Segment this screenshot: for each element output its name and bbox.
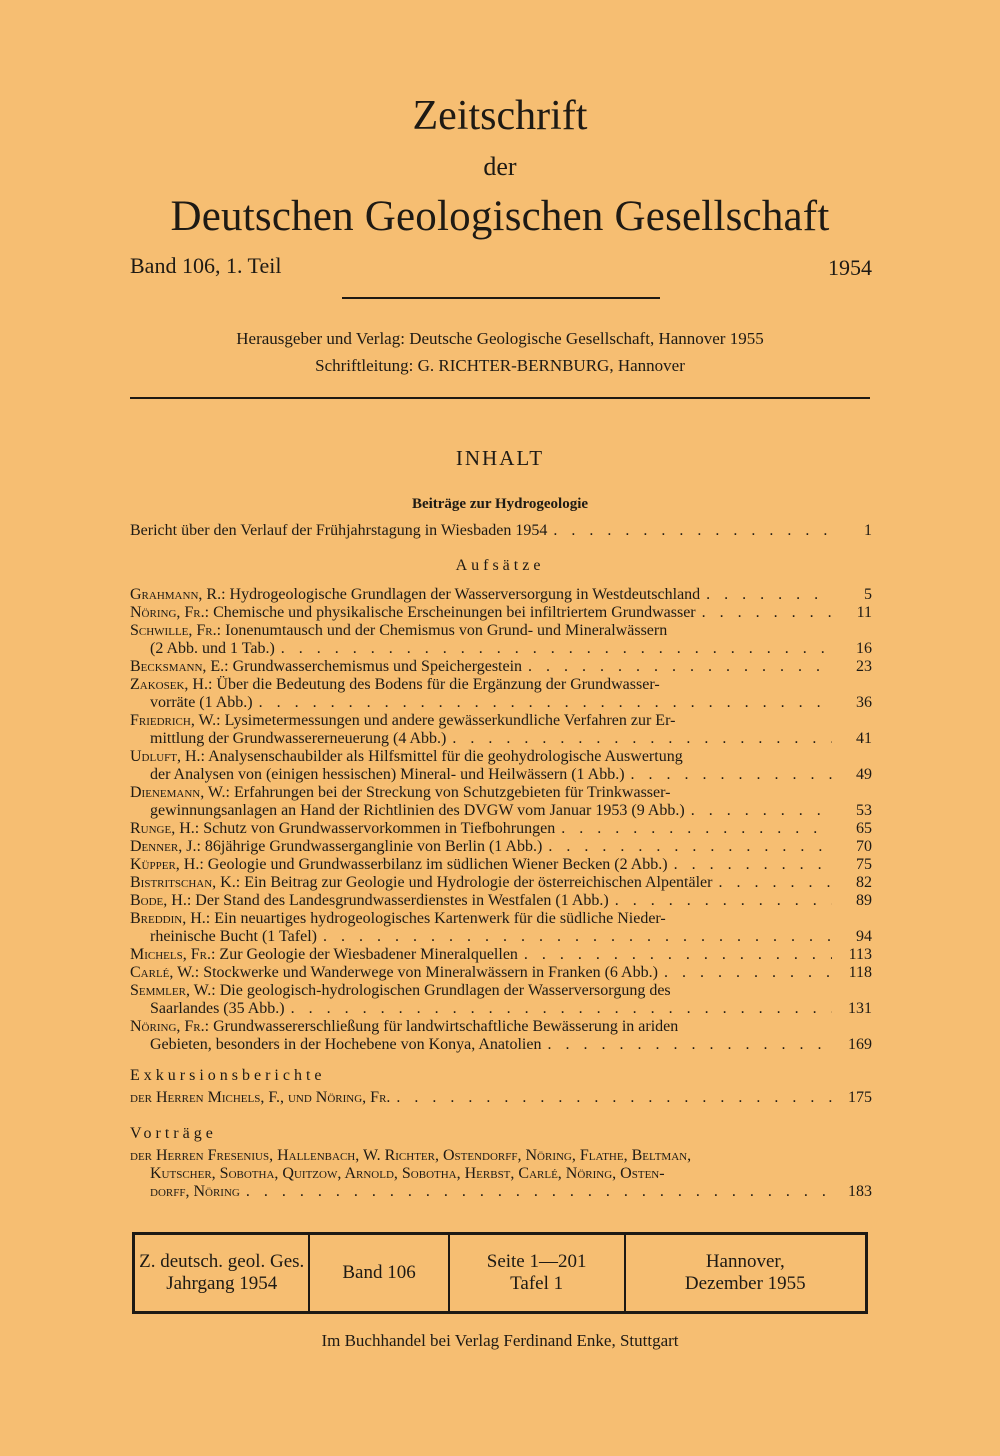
citation-journal-year: Jahrgang 1954	[166, 1273, 278, 1294]
vortraege-entry	[130, 1147, 872, 1201]
article-author: Zakosek, H.:	[130, 676, 213, 693]
citation-journal	[134, 1234, 310, 1313]
page-number: 49	[856, 766, 872, 783]
divider-short	[342, 297, 660, 299]
page-number: 118	[848, 964, 872, 981]
publisher-line: Herausgeber und Verlag: Deutsche Geologische Gesellschaft, Hannover 1955	[236, 329, 764, 348]
vortraege-line-2: Kutscher, Sobotha, Quitzow, Arnold, Sobotha, Herbst, Carlé, Nöring, Osten-	[150, 1165, 665, 1182]
report-title: Bericht über den Verlauf der Frühjahrstagung in Wiesbaden 1954	[130, 522, 548, 539]
page-number: 53	[856, 802, 872, 819]
volume-year: 1954	[828, 255, 872, 280]
article-entry	[130, 748, 872, 784]
journal-title: Zeitschrift	[412, 93, 588, 139]
article-title-line: Erfahrungen bei der Streckung von Schutzgebieten für Trinkwasser-	[234, 784, 671, 801]
article-entry	[130, 676, 872, 712]
article-entry	[130, 856, 872, 874]
article-title-line: Lysimetermessungen und andere gewässerkundliche Verfahren zur Er-	[224, 712, 676, 729]
article-entry	[130, 910, 872, 946]
page-number: 36	[856, 694, 872, 711]
citation-volume: Band 106	[309, 1234, 448, 1313]
article-title-line: Saarlandes (35 Abb.)	[150, 1000, 285, 1017]
article-title-line: Geologie und Grundwasserbilanz im südlichen Wiener Becken (2 Abb.)	[207, 856, 668, 873]
article-author: Carlé, W.:	[130, 964, 200, 981]
citation-plates: Tafel 1	[510, 1273, 564, 1294]
article-title-line: Hydrogeologische Grundlagen der Wasserversorgung in Westdeutschland	[229, 586, 701, 603]
page-number: 94	[856, 928, 872, 945]
article-title-line: Über die Bedeutung des Bodens für die Ergänzung der Grundwasser-	[216, 676, 660, 693]
article-title-line: 86jährige Grundwasserganglinie von Berlin (1 Abb.)	[204, 838, 543, 855]
citation-page-range: Seite 1—201	[486, 1251, 587, 1272]
editor-line: Schriftleitung: G. RICHTER-BERNBURG, Hannover	[315, 356, 685, 375]
article-title-line: rheinische Bucht (1 Tafel)	[150, 928, 317, 945]
article-author: Michels, Fr.:	[130, 946, 216, 963]
article-author: Becksmann, E.:	[130, 658, 229, 675]
article-author: Grahmann, R.:	[130, 586, 226, 603]
article-title-line: der Analysen von (einigen hessischen) Mineral- und Heilwässern (1 Abb.)	[150, 766, 625, 783]
citation-journal-abbrev: Z. deutsch. geol. Ges.	[139, 1251, 305, 1272]
page-number: 16	[856, 640, 872, 657]
vortraege-line-3: dorff, Nöring	[150, 1183, 240, 1200]
page-number: 131	[848, 1000, 872, 1017]
page-number: 23	[856, 658, 872, 675]
page-number: 175	[848, 1089, 872, 1106]
article-entry	[130, 820, 872, 838]
page-number: 82	[856, 874, 872, 891]
journal-society-name: Deutschen Geologischen Gesellschaft	[170, 193, 830, 240]
article-author: Schwille, Fr.:	[130, 622, 222, 639]
article-title-line: Schutz von Grundwasservorkommen in Tiefbohrungen	[203, 820, 556, 837]
citation-date: Dezember 1955	[684, 1273, 806, 1294]
article-author: Friedrich, W.:	[130, 712, 221, 729]
aufsaetze-heading: Aufsätze	[455, 557, 545, 574]
article-title-line: vorräte (1 Abb.)	[150, 694, 253, 711]
article-author: Küpper, H.:	[130, 856, 204, 873]
article-title-line: Die geologisch-hydrologischen Grundlagen der Wasserversorgung des	[219, 982, 671, 999]
page-number: 169	[848, 1036, 872, 1053]
article-author: Nöring, Fr.:	[130, 1018, 210, 1035]
page-number: 65	[856, 820, 872, 837]
article-title-line: Ein Beitrag zur Geologie und Hydrologie der österreichischen Alpentäler	[244, 874, 713, 891]
journal-title-der: der	[483, 152, 517, 181]
article-title-line: Stockwerke und Wanderwege von Mineralwässern in Franken (6 Abb.)	[203, 964, 658, 981]
article-title-line: Gebieten, besonders in der Hochebene von Konya, Anatolien	[150, 1036, 542, 1053]
vortraege-heading: Vorträge	[130, 1125, 217, 1142]
article-title-line: gewinnungsanlagen an Hand der Richtlinien des DVGW vom Januar 1953 (9 Abb.)	[150, 802, 685, 819]
article-author: Bistritschan, K.:	[130, 874, 241, 891]
citation-pages	[449, 1234, 625, 1313]
page-number: 89	[856, 892, 872, 909]
citation-box	[132, 1232, 868, 1314]
page-number: 75	[856, 856, 872, 873]
article-author: Runge, H.:	[130, 820, 200, 837]
article-entry	[130, 874, 872, 892]
article-title-line: Chemische und physikalische Erscheinungen bei infiltriertem Grundwasser	[213, 604, 696, 621]
article-title-line: (2 Abb. und 1 Tab.)	[150, 640, 275, 657]
article-author: Denner, J.:	[130, 838, 201, 855]
article-title-line: Zur Geologie der Wiesbadener Mineralquellen	[219, 946, 518, 963]
article-entry	[130, 964, 872, 982]
article-entry	[130, 586, 872, 604]
report-entry	[130, 522, 872, 540]
article-entry	[130, 982, 872, 1018]
exkursion-text: der Herren Michels, F., und Nöring, Fr.	[130, 1089, 391, 1106]
article-entry	[130, 712, 872, 748]
article-title-line: Grundwasserchemismus und Speichergestein	[232, 658, 523, 675]
page-number: 70	[856, 838, 872, 855]
volume-label: Band 106, 1. Teil	[130, 253, 282, 278]
page-number: 183	[848, 1183, 872, 1200]
page-number: 41	[856, 730, 872, 747]
article-entry	[130, 622, 872, 658]
citation-place: Hannover,	[705, 1251, 785, 1272]
article-title-line: mittlung der Grundwassererneuerung (4 Abb.)	[150, 730, 447, 747]
page-number: 5	[864, 586, 872, 603]
article-entry	[130, 784, 872, 820]
article-author: Dienemann, W.:	[130, 784, 231, 801]
article-author: Bode, H.:	[130, 892, 192, 909]
article-entry	[130, 604, 872, 622]
article-title-line: Der Stand des Landesgrundwasserdienstes in Westfalen (1 Abb.)	[195, 892, 609, 909]
article-title-line: Grundwassererschließung für landwirtschaftliche Bewässerung in ariden	[213, 1018, 679, 1035]
article-author: Udluft, H.:	[130, 748, 205, 765]
article-entry	[130, 658, 872, 676]
divider-long	[130, 397, 870, 399]
contents-heading: INHALT	[455, 446, 545, 470]
article-title-line: Ionenumtausch und der Chemismus von Grund- und Mineralwässern	[225, 622, 668, 639]
exkursion-entry	[130, 1089, 872, 1107]
page-number: 1	[864, 522, 872, 539]
article-entry	[130, 946, 872, 964]
citation-place-date	[625, 1234, 867, 1313]
article-entry	[130, 1018, 872, 1054]
exkursion-heading: Exkursionsberichte	[130, 1067, 326, 1084]
article-entry	[130, 838, 872, 856]
page-number: 113	[848, 946, 872, 963]
article-author: Semmler, W.:	[130, 982, 216, 999]
vortraege-line-1: der Herren Fresenius, Hallenbach, W. Richter, Ostendorff, Nöring, Flathe, Beltman,	[130, 1147, 692, 1164]
article-title-line: Analysenschaubilder als Hilfsmittel für die geohydrologische Auswertung	[208, 748, 683, 765]
section-subheading: Beiträge zur Hydrogeologie	[411, 496, 589, 512]
article-entry	[130, 892, 872, 910]
page-number: 11	[856, 604, 872, 621]
article-title-line: Ein neuartiges hydrogeologisches Kartenwerk für die südliche Nieder-	[214, 910, 666, 927]
article-author: Breddin, H.:	[130, 910, 211, 927]
bookseller-note: Im Buchhandel bei Verlag Ferdinand Enke, Stuttgart	[321, 1331, 679, 1350]
article-author: Nöring, Fr.:	[130, 604, 210, 621]
